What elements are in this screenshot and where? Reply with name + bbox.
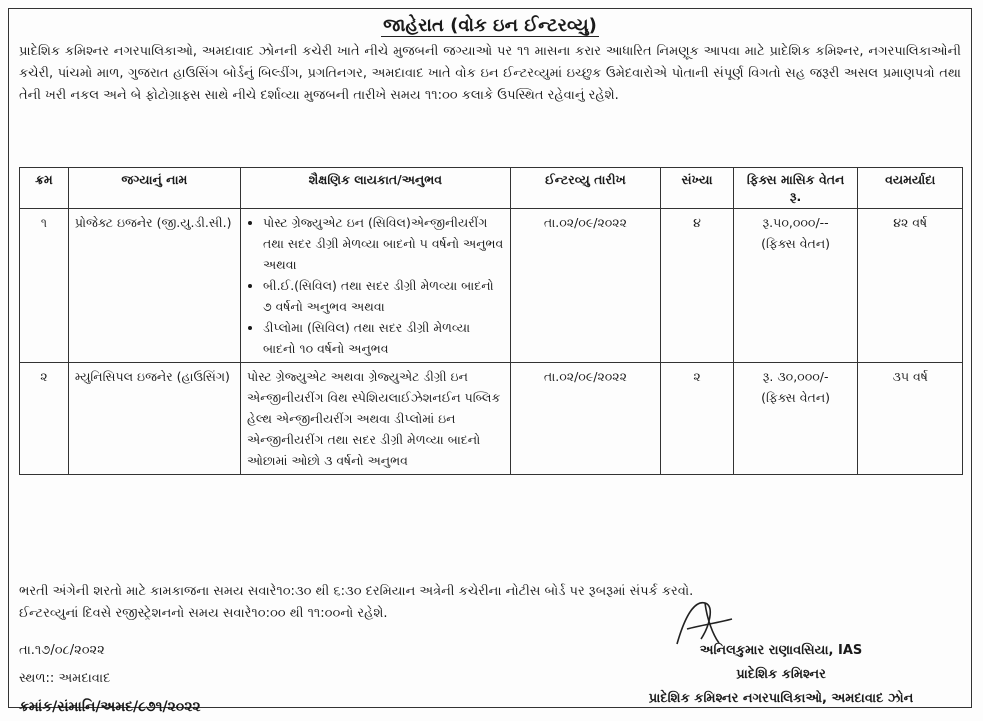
advertisement-document	[8, 8, 972, 715]
header-count: સંખ્યા	[661, 168, 734, 209]
table-row	[20, 363, 963, 475]
issue-place: સ્થળ:: અમદાવાદ	[19, 671, 111, 686]
table-row	[20, 209, 963, 363]
cell-pay	[733, 209, 857, 363]
cell-count: ૪	[661, 209, 734, 363]
signatory-office: પ્રાદેશિક કમિશ્નર નગરપાલિકાઓ, અમદાવાદ ઝોન	[648, 691, 914, 706]
notes	[19, 581, 961, 625]
cell-interview-date: તા.૦૨/૦૯/૨૦૨૨	[510, 209, 660, 363]
header-post: જગ્યાનું નામ	[68, 168, 240, 209]
header-qualification: શૈક્ષણિક લાયકાત/અનુભવ	[240, 168, 510, 209]
table-header-row	[20, 168, 963, 209]
reference-number: ક્રમાંક/સંમાનિ/અમદ/૮૭૧/૨૦૨૨	[19, 699, 201, 715]
cell-count: ૨	[661, 363, 734, 475]
cell-age-limit: ૪૨ વર્ષ	[858, 209, 963, 363]
signatory-block	[601, 639, 961, 711]
qualification-list	[247, 212, 504, 359]
cell-interview-date: તા.૦૨/૦૯/૨૦૨૨	[510, 363, 660, 475]
cell-qualification: પોસ્ટ ગ્રેજ્યુએટ અથવા ગ્રેજ્યુએટ ડીગ્રી ઇન એન્જીનીયરીંગ વિથ સ્પેશિયલાઈઝેશનઈન પબ્લિક હેલ્થ એન્જીનીયરીંગ અથવા ડીપ્લોમાં ઇન એન્જીનીયરીંગ તથા સદર ડીગ્રી મેળવ્યા બાદનો ઓછામાં ઓછો ૩ વર્ષનો અનુભવ	[240, 363, 510, 475]
cell-age-limit: ૩૫ વર્ષ	[858, 363, 963, 475]
note-conditions: ભરતી અંગેની શરતો માટે કામકાજના સમય સવારે૧૦:૩૦ થી ૬:૩૦ દરમિયાન અત્રેની કચેરીના નોટીસ બોર્ડ પર રૂબરૂમાં સંપર્ક કરવો.	[19, 584, 694, 599]
cell-qualification	[240, 209, 510, 363]
header-interview-date: ઈન્ટરવ્યુ તારીખ	[510, 168, 660, 209]
pay-amount: રૂ.૫૦,૦૦૦/--	[762, 215, 829, 230]
list-item: • ડીપ્લોમા (સિવિલ) તથા સદર ડીગ્રી મેળવ્યા બાદનો ૧૦ વર્ષનો અનુભવ	[263, 317, 504, 359]
cell-sr: ૨	[20, 363, 69, 475]
pay-note: (ફિક્સ વેતન)	[761, 390, 831, 405]
note-registration: ઈન્ટરવ્યુનાં દિવસે રજીસ્ટ્રેશનનો સમય સવારે૧૦:૦૦ થી ૧૧:૦૦નો રહેશે.	[19, 606, 388, 621]
pay-note: (ફિક્સ વેતન)	[761, 236, 831, 251]
header-pay: ફિક્સ માસિક વેતન રૂ.	[733, 168, 857, 209]
header-sr: ક્રમ	[20, 168, 69, 209]
signatory-title: પ્રાદેશિક કમિશ્નર	[736, 667, 826, 682]
footer-left	[19, 637, 201, 721]
issue-date: તા.૧૭/૦૮/૨૦૨૨	[19, 643, 105, 658]
list-item: • પોસ્ટ ગ્રેજ્યુએટ ઇન (સિવિલ)એન્જીનીયરીંગ તથા સદર ડીગ્રી મેળવ્યા બાદનો ૫ વર્ષનો અનુભવ અથવા	[263, 212, 504, 275]
page-title: જાહેરાત (વોક ઇન ઈન્ટરવ્યુ)	[383, 15, 597, 36]
cell-sr: ૧	[20, 209, 69, 363]
cell-post: પ્રોજેક્ટ ઇજનેર (જી.યુ.ડી.સી.)	[68, 209, 240, 363]
intro-paragraph: પ્રાદેશિક કમિશ્નર નગરપાલિકાઓ, અમદાવાદ ઝોનની કચેરી ખાતે નીચે મુજબની જગ્યાઓ પર ૧૧ માસના કરાર આધારિત નિમણૂક આપવા માટે પ્રાદેશિક કમિશ્નર, નગરપાલિકાઓની કચેરી, પાંચમો માળ, ગુજરાત હાઉસિંગ બોર્ડનું બિલ્ડીંગ, પ્રગતિનગર, અમદાવાદ ખાતે વોક ઇન ઈન્ટરવ્યુમાં ઇચ્છુક ઉમેદવારોએ પોતાની સંપૂર્ણ વિગતો સહ જરૂરી અસલ પ્રમાણપત્રો તથા તેની ખરી નકલ અને બે ફોટોગ્રાફ્સ સાથે નીચે દર્શાવ્યા મુજબની તારીખે સમય ૧૧:૦૦ કલાકે ઉપસ્થિત રહેવાનું રહેશે.	[19, 44, 961, 103]
vacancy-table	[19, 167, 963, 475]
cell-pay	[733, 363, 857, 475]
cell-post: મ્યુનિસિપલ ઇજનેર (હાઉસિંગ)	[68, 363, 240, 475]
header-age-limit: વયમર્યાદા	[858, 168, 963, 209]
pay-amount: રૂ. ૩૦,૦૦૦/-	[762, 369, 829, 384]
signatory-name: અનિલકુમાર રાણાવસિયા, IAS	[699, 643, 863, 658]
list-item: • બી.ઈ.(સિવિલ) તથા સદર ડીગ્રી મેળવ્યા બાદનો ૭ વર્ષનો અનુભવ અથવા	[263, 275, 504, 317]
